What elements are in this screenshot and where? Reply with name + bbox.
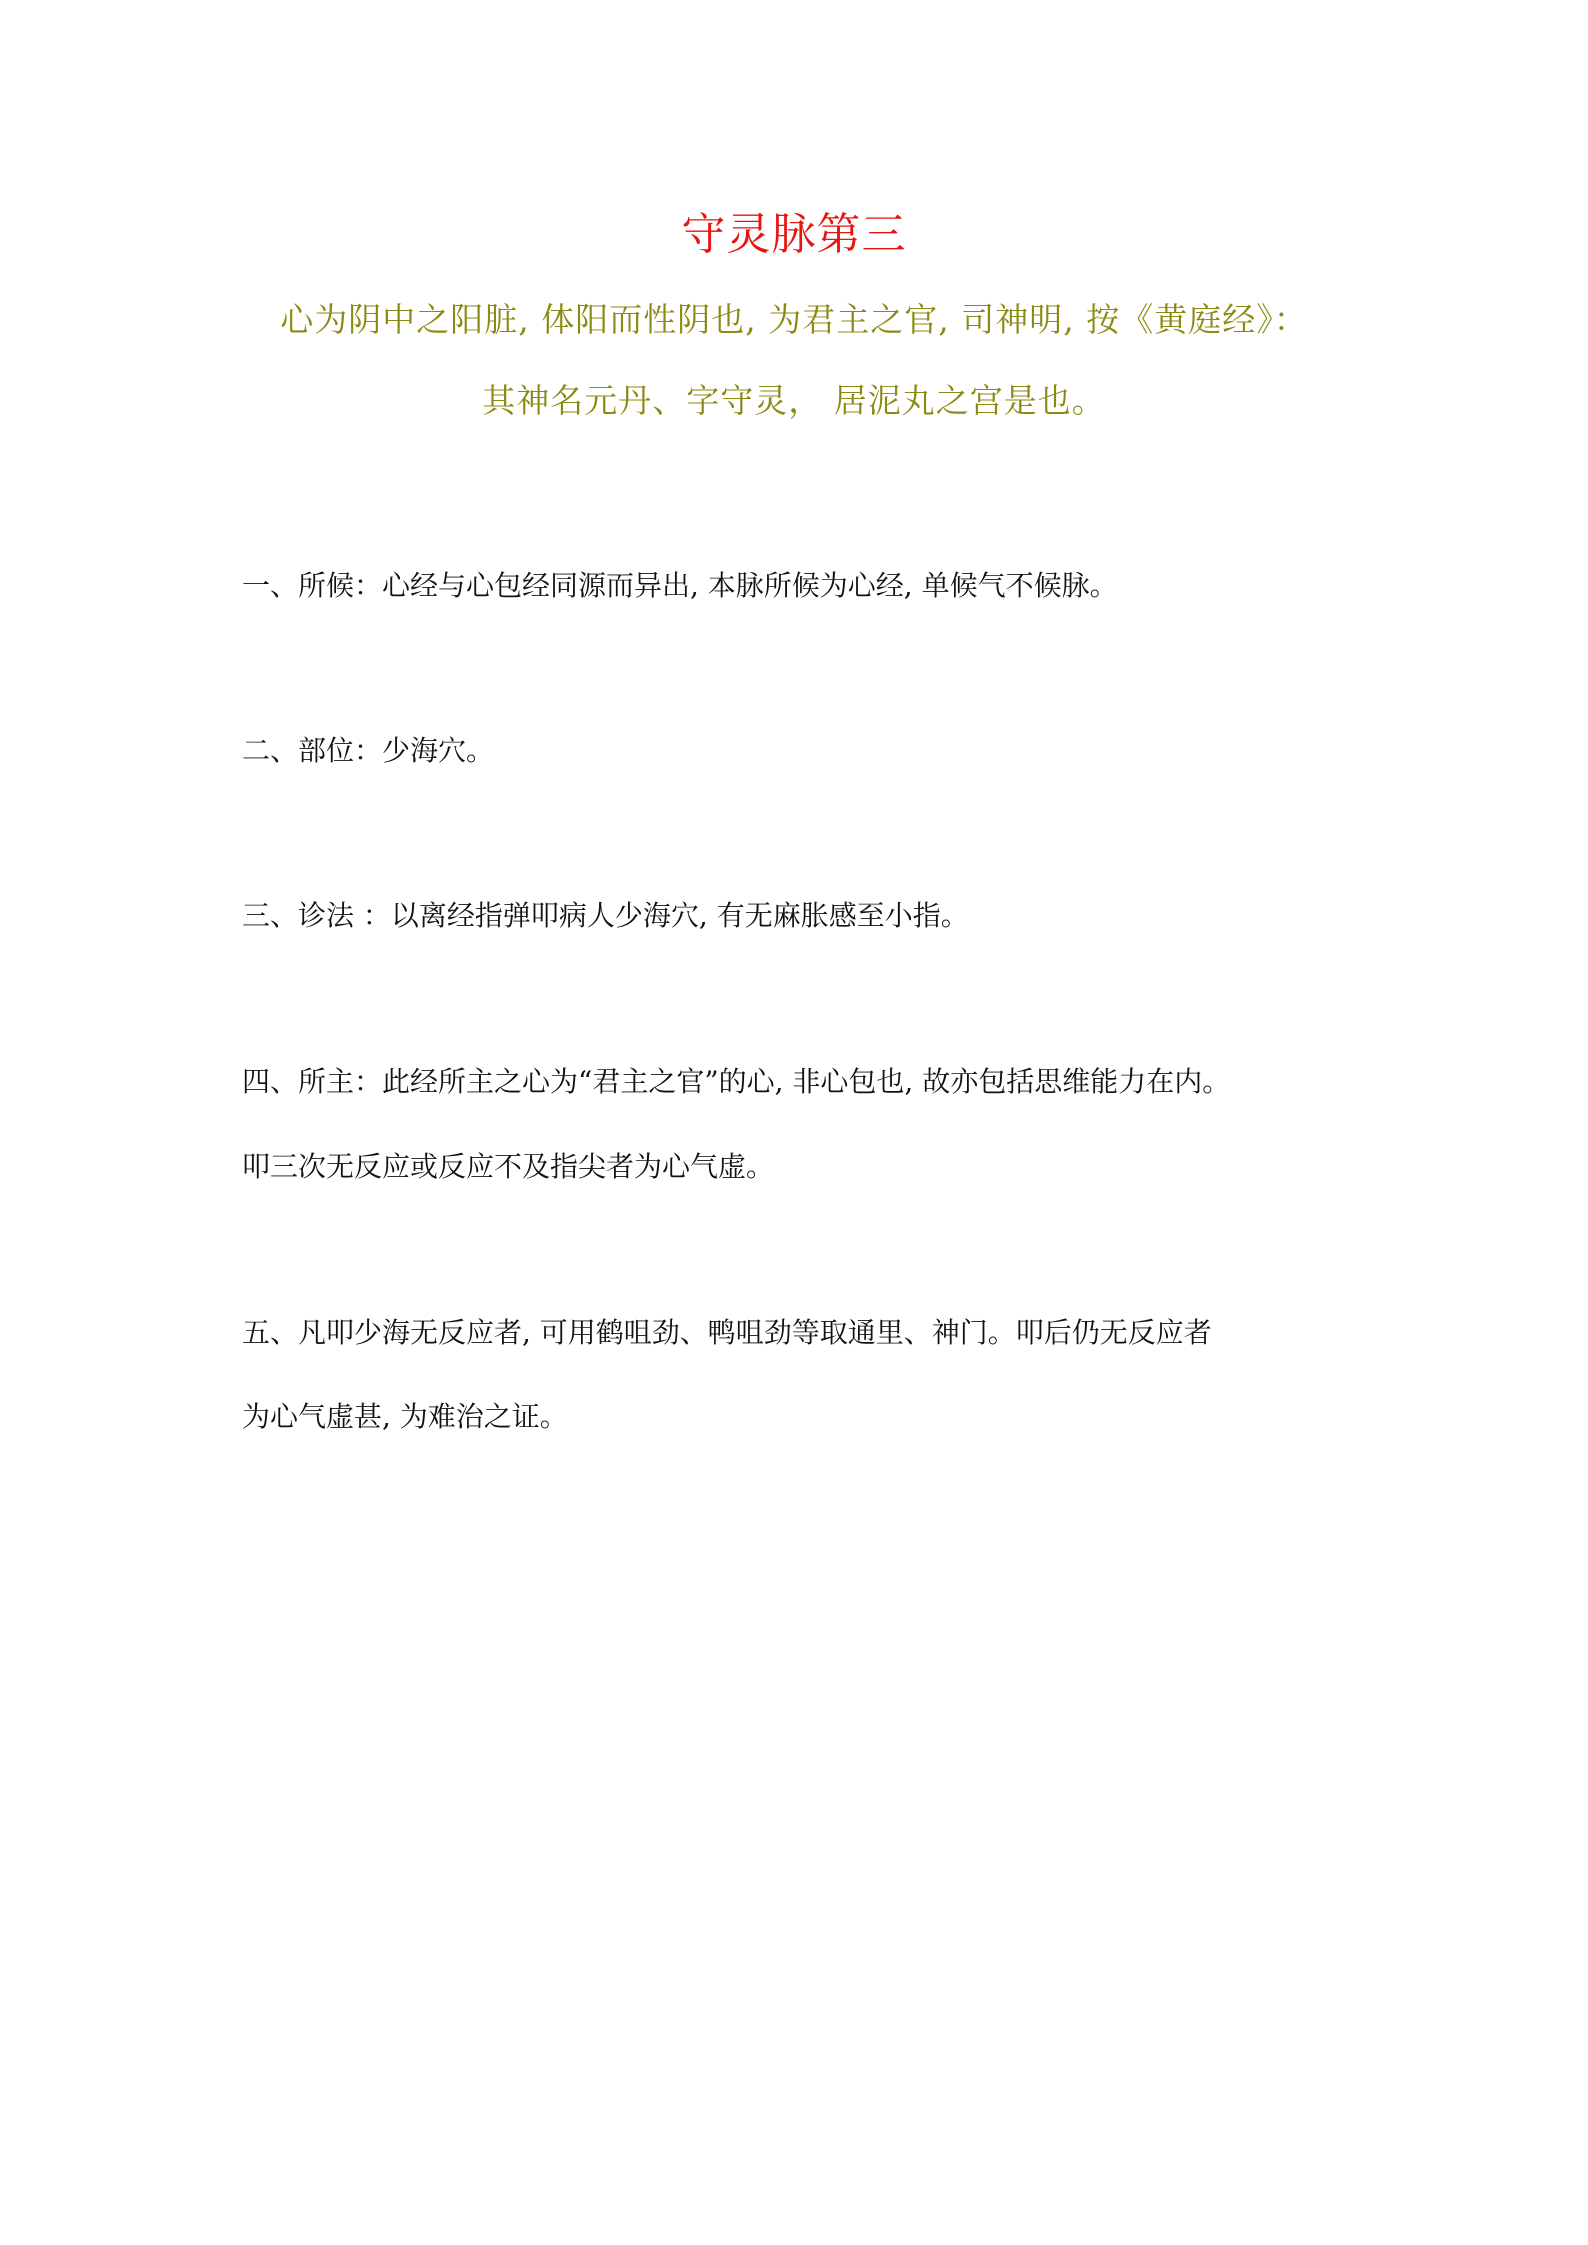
section-4-line-1: 四、所主：此经所主之心为“君主之官”的心, 非心包也, 故亦包括思维能力在内。 [242, 1065, 1231, 1098]
section-4-line-2: 叩三次无反应或反应不及指尖者为心气虚。 [242, 1150, 775, 1183]
section-5-line-1: 五、凡叩少海无反应者, 可用鹤咀劲、鸭咀劲等取通里、神门。叩后仍无反应者 [242, 1316, 1212, 1349]
section-5-line-2: 为心气虚甚, 为难治之证。 [242, 1400, 568, 1433]
section-3-line-1: 三、诊法 ：以离经指弹叩病人少海穴, 有无麻胀感至小指。 [242, 899, 969, 932]
subtitle-line-1: 心为阴中之阳脏, 体阳而性阴也, 为君主之官, 司神明, 按《黄庭经》： [280, 300, 1308, 339]
section-2-line-1: 二、部位：少海穴。 [242, 734, 495, 767]
subtitle-line-2: 其神名元丹、字守灵， 居泥丸之宫是也。 [482, 381, 1106, 420]
page-title: 守灵脉第三 [681, 209, 907, 260]
section-1-line-1: 一、所候：心经与心包经同源而异出, 本脉所候为心经, 单候气不候脉。 [242, 569, 1118, 602]
